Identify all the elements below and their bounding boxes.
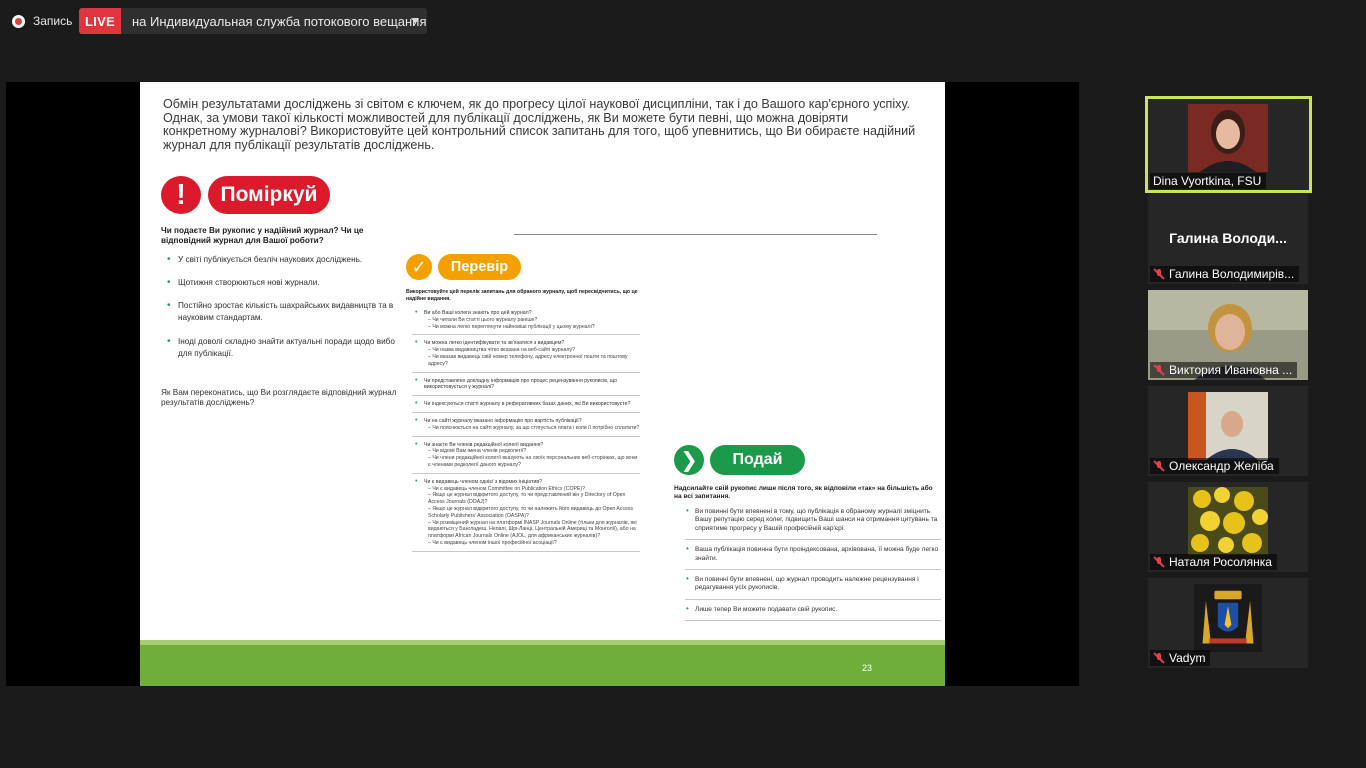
- think-closing-line: результатів досліджень?: [161, 398, 255, 407]
- record-indicator[interactable]: [12, 11, 72, 31]
- check-item-subquestion: – Чи пояснюється на сайті журналу, за що стягується плата і коли її потрібно сплатити?: [428, 424, 640, 431]
- stream-destination-dropdown[interactable]: [121, 8, 427, 34]
- check-item-subquestion: – Чи можна легко переглянути найновіші публікації у цьому журналі?: [428, 323, 595, 330]
- checkmark-icon: ✓: [406, 254, 432, 280]
- think-bullet-line: Іноді доволі складно знайти актуальні поради щодо вибо: [178, 337, 395, 346]
- think-bullet-line: Постійно зростає кількість шахрайських видавництв та в: [178, 301, 394, 310]
- submit-item: • Ваша публікація повинна бути проіндексована, архівована, її можна буде легко знайти.: [685, 545, 941, 570]
- check-item-subquestion: – Чи відомі Вам імена членів редколегії?: [428, 448, 527, 455]
- mic-muted-icon: [1153, 364, 1165, 376]
- participant-name: Виктория Ивановна ...: [1150, 362, 1297, 378]
- check-item: [412, 416, 640, 437]
- submit-item: • Ви повинні бути впевнені, що журнал проводить належне рецензування і редагування усіх рукописів.: [685, 575, 941, 600]
- think-bullet-line: науковим стандартам.: [178, 313, 263, 322]
- shared-screen: [6, 82, 1079, 686]
- check-item: [412, 338, 640, 372]
- participant-tile-viktoria[interactable]: [1148, 290, 1308, 380]
- check-item-subquestion: – Чи члени редакційної колегії вказують на своїх персональних веб-сторінках, що вони є членами редколегії даного журналу?: [428, 455, 638, 468]
- check-header: [406, 254, 521, 280]
- think-bullet: [164, 300, 408, 324]
- check-item-subquestion: – Якщо це журнал відкритого доступу, то чи представлений він у Directory of Open Access Journals (DOAJ)?: [428, 492, 626, 506]
- exclamation-icon: !: [161, 176, 201, 214]
- check-item: [412, 399, 640, 413]
- think-bullet: [164, 336, 408, 360]
- think-closing-line: Як Вам переконатись, що Ви розглядаєте відповідний журнал: [161, 388, 397, 397]
- think-label: Поміркуй: [208, 176, 330, 214]
- think-bullet-line: для публікації.: [178, 349, 234, 358]
- ukraine-coat-of-arms-icon: [1188, 584, 1268, 652]
- mic-muted-icon: [1153, 652, 1165, 664]
- check-item-subquestion: – Якщо це журнал відкритого доступу, то чи належить його видавець до Open Access Scholarly Publishers' Association (OASPA)?: [428, 505, 634, 519]
- participant-name: Vadym: [1150, 650, 1210, 666]
- check-item-question: • Чи на сайті журналу вказано інформацію про вартість публікації?: [424, 417, 582, 424]
- think-closing: [161, 388, 401, 408]
- check-item-subquestion: – Чи читали Ви статті цього журналу раніше?: [428, 316, 538, 323]
- participant-tile-galyna[interactable]: [1148, 194, 1308, 284]
- check-item-question: • Чи знаєте Ви членів редакційної колегії видання?: [424, 441, 544, 448]
- participant-tile-vadym[interactable]: [1148, 578, 1308, 668]
- stream-label: на Индивидуальная служба потокового вещания: [132, 13, 427, 29]
- think-bullet: • У світі публікується безліч наукових досліджень.: [164, 254, 408, 265]
- arrow-right-icon: ❯: [674, 445, 704, 475]
- submit-list: [685, 507, 941, 626]
- check-item-question: • Чи індексуються статті журналу в реферативних базах даних, які Ви використовуєте?: [424, 401, 631, 408]
- participant-name: Олександр Желіба: [1150, 458, 1279, 474]
- think-question: Чи подаєте Ви рукопис у надійний журнал? Чи це відповідний журнал для Вашої роботи?: [161, 226, 364, 245]
- participant-video: [1188, 487, 1268, 555]
- check-item-subquestion: – Чи розміщений журнал на платформі INASP Journals Online (тільки для журналів, які видаються у Бангладеш, Непалі, Шрі-Ланці, Центральній Америці та Монголії), або на платформі African Journals Online (AJOL, для африканських журналів)?: [428, 519, 637, 540]
- check-item-question: • Чи представлено докладну інформацію про процес рецензування рукописів, що використовується у журналі?: [424, 377, 618, 391]
- submit-header: [674, 445, 805, 475]
- slide-intro: Обмін результатами досліджень зі світом є ключем, як до прогресу цілої наукової дисципліни, так і до Вашого кар'єрного успіху. Однак, за умови такої кількості можливостей для публікації досліджень, як Ви можете бути певні, що можна довіряти конкретному журналові? Використовуйте цей контрольний список запитань для того, щоб упевнитись, що Ви обираєте надійний журнал для публікації результатів досліджень.: [163, 97, 916, 152]
- submit-label: Подай: [710, 445, 805, 475]
- check-item: [412, 308, 640, 335]
- check-item: [412, 376, 640, 397]
- mic-muted-icon: [1153, 268, 1165, 280]
- live-badge[interactable]: LIVE: [79, 8, 121, 34]
- participant-tile-natalya[interactable]: [1148, 482, 1308, 572]
- check-item: [412, 440, 640, 474]
- page-number: 23: [861, 663, 872, 673]
- chevron-down-icon: [411, 18, 419, 23]
- check-item-subquestion: – Чи назва видавництва чітко вказана на веб-сайті журналу?: [428, 347, 575, 354]
- check-item-subquestion: – Чи вказав видавець свій номер телефону, адресу електронної пошти та поштову адресу?: [428, 353, 628, 367]
- participant-name: Наталя Росолянка: [1150, 554, 1277, 570]
- participant-video: [1188, 104, 1268, 172]
- participant-name: Галина Володимирів...: [1150, 266, 1299, 282]
- check-item-question: • Чи є видавець членом однієї з відомих ініціатив?: [424, 478, 542, 485]
- participant-display-name: Галина Володи...: [1169, 230, 1287, 246]
- think-bullet: • Щотижня створюються нові журнали.: [164, 277, 408, 288]
- submit-item: • Лише тепер Ви можете подавати свій рукопис.: [685, 605, 941, 621]
- presentation-slide: [140, 82, 945, 686]
- check-item-question: • Чи можна легко ідентифікувати та зв'язатися з видавцем?: [424, 340, 565, 347]
- check-item: [412, 477, 640, 552]
- submit-item: • Ви повинні бути впевнені в тому, що публікація в обраному журналі зміцнить Вашу репутацію серед колег, підвищить Ваші шанси на отримання цитувань та сприятиме прогресу у Вашій професійній кар'єрі.: [685, 507, 941, 540]
- check-intro: Використовуйте цей перелік запитань для обраного журналу, щоб пересвідчитись, що це надійне видання.: [406, 289, 638, 302]
- record-label: Запись: [33, 14, 73, 28]
- record-icon: [12, 15, 25, 28]
- participant-video: [1188, 392, 1268, 460]
- check-item-subquestion: – Чи є видавець членом іншої професійної асоціації?: [428, 539, 557, 546]
- participant-tile-oleksandr[interactable]: [1148, 386, 1308, 476]
- participant-name: Dina Vyortkina, FSU: [1150, 173, 1266, 189]
- check-label: Перевір: [438, 254, 521, 280]
- slide-footer: [140, 640, 945, 686]
- check-item-question: • Ви або Ваші колеги знають про цей журнал?: [424, 310, 532, 316]
- check-list: [412, 308, 640, 555]
- mic-muted-icon: [1153, 460, 1165, 472]
- slide-divider: [514, 234, 877, 235]
- think-header: [161, 176, 330, 214]
- mic-muted-icon: [1153, 556, 1165, 568]
- think-bullets: [164, 254, 408, 372]
- submit-intro: Надсилайте свій рукопис лише після того, як відповіли «так» на більшість або на всі запитання.: [674, 485, 933, 501]
- check-item-subquestion: – Чи є видавець членом Committee on Publication Ethics (COPE)?: [428, 485, 586, 492]
- participant-tile-dina[interactable]: [1145, 96, 1312, 193]
